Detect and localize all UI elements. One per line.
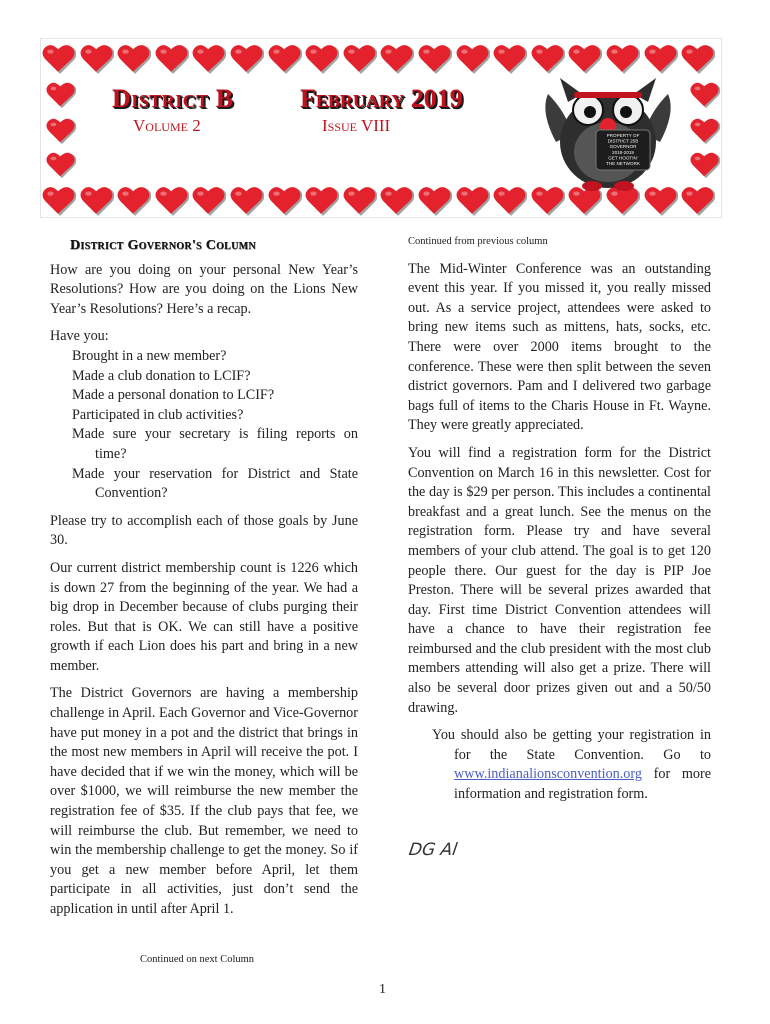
heart-icon [418, 42, 452, 76]
heart-icon [305, 42, 339, 76]
heart-icon [117, 184, 151, 218]
list-item: Participated in club activities? [72, 406, 244, 423]
state-text-before: You should also be getting your registration in for the State Convention. Go to [432, 727, 711, 763]
heart-icon [155, 42, 189, 76]
resolution-checklist [50, 347, 358, 504]
heart-icon [46, 80, 76, 110]
challenge-paragraph: The District Governors are having a membership challenge in April. Each Governor and Vice-Governor have put money in a pot and the district that brings in the most new members in April will receive the pot. I have decided that if we win the money, which will be over $1000, we will reimburse the new member the registration fee of $35. If the club pays that fee, we will reimburse the club. But remember, we need to win the membership challenge to get the money. So if you get a new member before April, let them participate in all activities, just don’t send the application in until after April 1. [50, 685, 358, 917]
heart-icon [681, 42, 715, 76]
heart-icon [380, 42, 414, 76]
convention-link[interactable]: www.indianalionsconvention.org [454, 766, 642, 783]
have-you-label: Have you: [50, 328, 109, 345]
heart-icon [418, 184, 452, 218]
volume-label: Volume 2 [133, 116, 201, 135]
heart-icon [690, 150, 720, 180]
list-item: Made a personal donation to LCIF? [72, 387, 275, 404]
heart-icon [42, 184, 76, 218]
heart-icon [80, 184, 114, 218]
heart-icon [192, 42, 226, 76]
membership-paragraph: Our current district membership count is 1226 which is down 27 from the beginning of the year. We had a big drop in December because of clubs purging their roles. But that is OK. We can still have a positive growth if each Lion does his part and bring in a new member. [50, 559, 358, 674]
newsletter-date: February 2019 [300, 84, 463, 113]
state-text-after: for more information and registration form. [454, 766, 711, 803]
list-item: Made your reservation for District and State Convention? [72, 465, 358, 502]
heart-icon [42, 42, 76, 76]
heart-icon [380, 184, 414, 218]
issue-label: Issue VIII [322, 116, 391, 135]
intro-paragraph: How are you doing on your personal New Year’s Resolutions? How are you doing on the Lions New Year’s Resolutions? Here’s a recap. [50, 261, 358, 317]
heart-icon [343, 184, 377, 218]
page-number: 1 [379, 982, 386, 997]
heart-icon [493, 184, 527, 218]
continued-from-note: Continued from previous column [408, 236, 548, 247]
heart-icon [230, 184, 264, 218]
continued-next-note: Continued on next Column [140, 954, 255, 965]
newsletter-title: District B [112, 84, 234, 113]
continued-column [408, 232, 711, 813]
svg-text:PROPERTY OFDISTRICT 25BGOVERNO: PROPERTY OF DISTRICT 25B GOVERNOR 2018-2019 GET HOOTIN' THE NETWORK [606, 133, 640, 166]
list-item: Made a club donation to LCIF? [72, 367, 251, 384]
heart-icon [531, 42, 565, 76]
list-item: Brought in a new member? [72, 347, 227, 364]
heart-icon [230, 42, 264, 76]
midwinter-paragraph: The Mid-Winter Conference was an outstanding event this year. If you missed it, you really missed out. As a service project, attendees were asked to bring new items such as mittens, hats, socks, etc. There were over 2000 items brought to the conference. These were then split between the seven district governors. Pam and I delivered two garbage bags full of items to the Charis House in Ft. Wayne. They were greatly appreciated. [408, 260, 711, 434]
heart-icon [493, 42, 527, 76]
heart-icon [681, 184, 715, 218]
governor-column [50, 236, 358, 928]
heart-icon [46, 150, 76, 180]
registration-paragraph: You will find a registration form for the District Convention on March 16 in this newsletter. Cost for the day is $29 per person. This includes a continental breakfast and a great lunch. See the menus on the registration form. Please try and have several members of your club attend. The goal is to get 120 people there. Our guest for the day is PIP Joe Preston. There will be several prizes awarded that day. First time District Convention attendees will have a chance to have their registration fee reimbursed and the club president with the most club members attending will also get a prize. There will also be several door prizes given out and a 50/50 drawing. [408, 444, 711, 716]
heart-icon [268, 184, 302, 218]
list-item: Made sure your secretary is filing reports on time? [72, 426, 358, 462]
heart-icon [568, 42, 602, 76]
heart-icon [456, 42, 490, 76]
owl-mascot-icon [538, 72, 678, 194]
heart-icon [117, 42, 151, 76]
heart-icon [268, 42, 302, 76]
heart-icon [46, 116, 76, 146]
heart-icon [192, 184, 226, 218]
heart-icon [606, 42, 640, 76]
goals-paragraph: Please try to accomplish each of those goals by June 30. [50, 512, 358, 549]
heart-icon [456, 184, 490, 218]
heart-icon [305, 184, 339, 218]
heart-icon [644, 42, 678, 76]
heart-icon [343, 42, 377, 76]
heart-icon [690, 80, 720, 110]
signature: DG Al [407, 840, 459, 860]
heart-icon [80, 42, 114, 76]
state-convention-paragraph [408, 726, 711, 804]
heart-icon [155, 184, 189, 218]
heart-icon [690, 116, 720, 146]
column-heading: District Governor's Column [70, 238, 256, 253]
